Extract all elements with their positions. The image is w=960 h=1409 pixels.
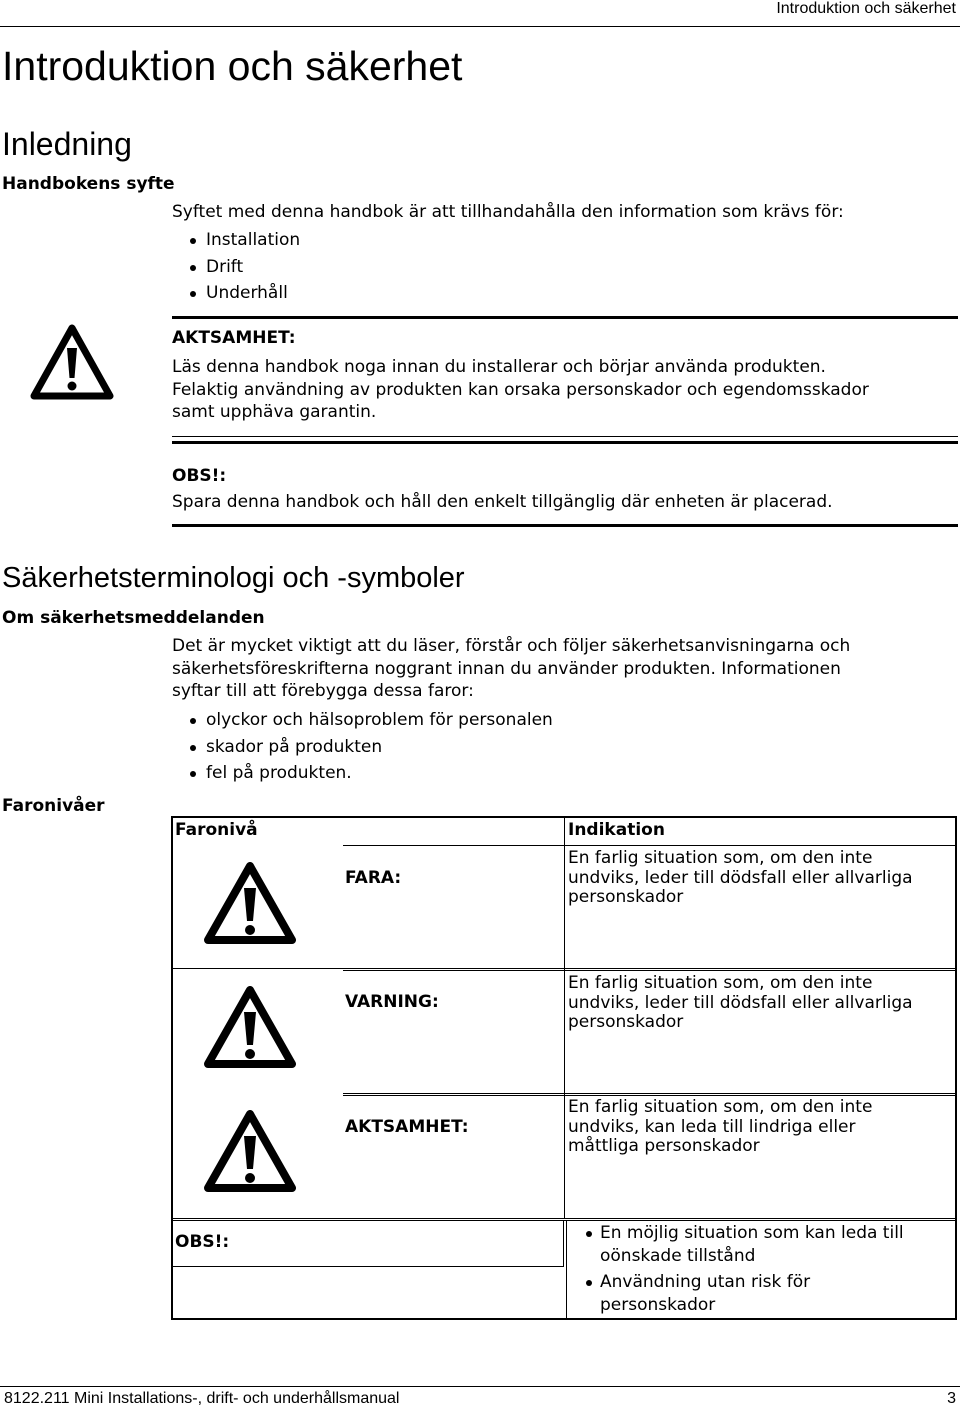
- hazard-level-fara: FARA:: [345, 868, 402, 888]
- hazard-level-aktsamhet: AKTSAMHET:: [345, 1117, 469, 1137]
- obs-text: Spara denna handbok och håll den enkelt tillgänglig där enheten är placerad.: [172, 492, 833, 512]
- hazard-indication-aktsamhet: En farlig situation som, om den inte undviks, kan leda till lindriga eller måttliga personskador: [568, 1097, 873, 1156]
- obs-label: OBS!:: [172, 466, 227, 486]
- section-heading-inledning: Inledning: [2, 126, 132, 162]
- subheading-faronivaer: Faronivåer: [2, 796, 105, 816]
- hazard-level-varning: VARNING:: [345, 992, 439, 1012]
- table-header-indication: Indikation: [568, 820, 665, 840]
- section-heading-terminologi: Säkerhetsterminologi och -symboler: [2, 562, 465, 594]
- hazard-indication-fara: En farlig situation som, om den inte undviks, leder till dödsfall eller allvarliga personskador: [568, 848, 913, 907]
- hazard-list: [172, 709, 553, 789]
- table-column-divider: [563, 1220, 564, 1267]
- note-divider-a: [172, 436, 958, 437]
- warning-triangle-icon: [204, 862, 296, 944]
- warning-triangle-icon: [204, 1110, 296, 1192]
- note-divider-b: [172, 441, 958, 444]
- list-item: fel på produkten.: [172, 762, 553, 789]
- table-row-rule: [173, 1218, 956, 1219]
- note-top-rule: [172, 316, 958, 319]
- table-row-rule: [173, 1266, 563, 1267]
- note-bottom-rule: [172, 524, 958, 527]
- obs-level-cell: [177, 1222, 564, 1267]
- table-header-level: Faronivå: [175, 820, 258, 840]
- caution-text: Läs denna handbok noga innan du installerar och börjar använda produkten. Felaktig användning av produkten kan orsaka personskador och egendomsskador samt upphäva garantin.: [172, 357, 869, 422]
- table-header-rule: [343, 845, 956, 846]
- footer-manual-title: 8122.211 Mini Installations-, drift- och underhållsmanual: [4, 1390, 400, 1407]
- purpose-intro: Syftet med denna handbok är att tillhandahålla den information som krävs för:: [172, 202, 844, 222]
- purpose-list: [172, 229, 300, 309]
- safety-messages-text: Det är mycket viktigt att du läser, förstår och följer säkerhetsanvisningarna och säkerhetsföreskrifterna noggrant innan du använder produkten. Informationen syftar till att förebygga dessa faror:: [172, 636, 851, 701]
- table-row-rule: [343, 1093, 956, 1094]
- table-row-rule: [173, 968, 956, 969]
- warning-triangle-icon: [30, 324, 114, 400]
- table-row-rule: [343, 970, 956, 971]
- hazard-level-obs: OBS!:: [175, 1232, 230, 1252]
- warning-triangle-icon: [204, 986, 296, 1068]
- table-column-divider: [564, 818, 565, 1218]
- page-number: 3: [947, 1390, 956, 1407]
- list-item: Drift: [172, 256, 300, 283]
- running-header: Introduktion och säkerhet: [776, 0, 956, 17]
- list-item: skador på produkten: [172, 736, 553, 763]
- hazard-indication-varning: En farlig situation som, om den inte undviks, leder till dödsfall eller allvarliga personskador: [568, 973, 913, 1032]
- subheading-om-sakerhetsmeddelanden: Om säkerhetsmeddelanden: [2, 608, 265, 628]
- page-title: Introduktion och säkerhet: [2, 43, 463, 89]
- caution-label: AKTSAMHET:: [172, 328, 296, 348]
- table-column-divider: [566, 1220, 567, 1318]
- header-rule: [0, 26, 960, 27]
- list-item: Installation: [172, 229, 300, 256]
- list-item: Underhåll: [172, 282, 300, 309]
- table-row-rule: [173, 1220, 956, 1221]
- table-row-rule: [343, 1095, 956, 1096]
- list-item: olyckor och hälsoproblem för personalen: [172, 709, 553, 736]
- subheading-handbokens-syfte: Handbokens syfte: [2, 174, 175, 194]
- hazard-indication-obs: En möjlig situation som kan leda till oönskade tillstånd Användning utan risk för personskador: [568, 1222, 954, 1316]
- footer-rule: [0, 1386, 960, 1387]
